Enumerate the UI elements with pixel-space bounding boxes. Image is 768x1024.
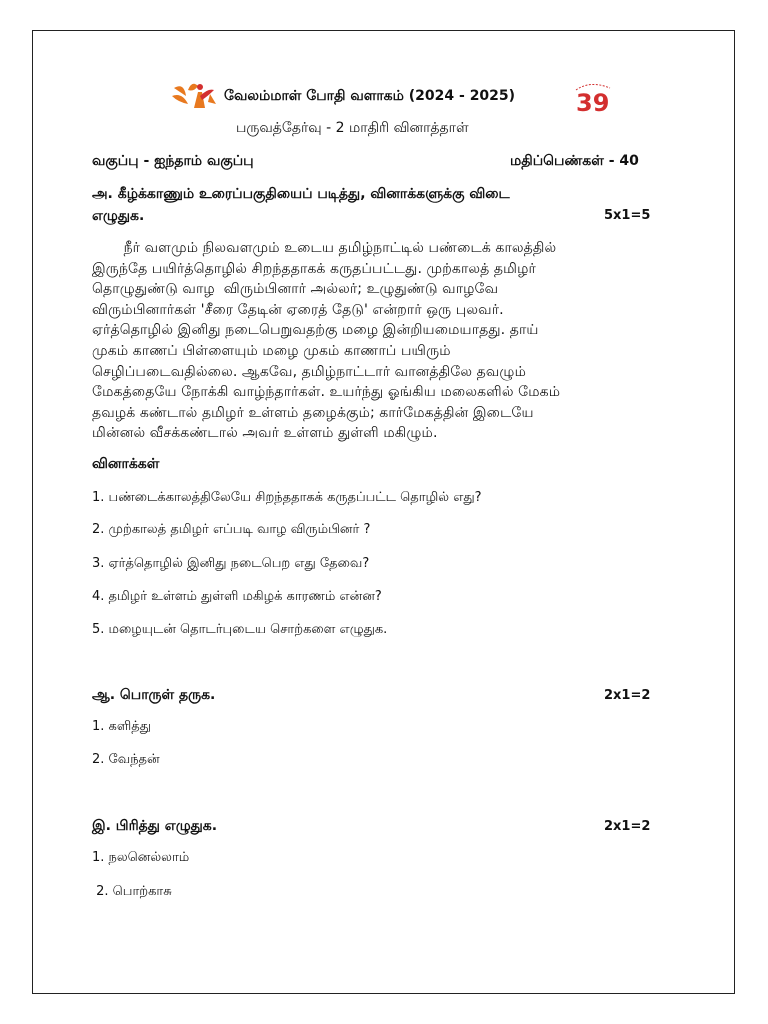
passage-line: செழிப்படைவதில்லை. ஆகவே, தமிழ்நாட்டார் வானத்திலே தவழும் xyxy=(92,363,527,380)
question-item: 1. பண்டைக்காலத்திலேயே சிறந்ததாகக் கருதப்பட்ட தொழில் எது? xyxy=(92,490,482,505)
list-item: 1. களித்து xyxy=(92,719,151,734)
passage-line: இருந்தே பயிர்த்தொழில் சிறந்ததாகக் கருதப்பட்டது. முற்காலத் தமிழர் xyxy=(92,260,536,277)
question-item: 3. ஏர்த்தொழில் இனிது நடைபெற எது தேவை? xyxy=(92,556,370,571)
passage-line: தவழக் கண்டால் தமிழர் உள்ளம் தழைக்கும்; கார்மேகத்தின் இடையே xyxy=(92,404,534,421)
list-item: 1. நலனெல்லாம் xyxy=(92,850,190,865)
passage-line: மின்னல் வீசக்கண்டால் அவர் உள்ளம் துள்ளி மகிழும். xyxy=(92,425,438,442)
section-aa-heading: ஆ. பொருள் தருக. xyxy=(92,687,216,703)
question-item: 4. தமிழர் உள்ளம் துள்ளி மகிழக் காரணம் என்ன? xyxy=(92,589,382,604)
total-marks-label: மதிப்பெண்கள் - 40 xyxy=(510,153,639,169)
section-i-marks: 2x1=2 xyxy=(604,819,651,834)
class-label: வகுப்பு - ஐந்தாம் வகுப்பு xyxy=(92,153,254,169)
passage-line: நீர் வளமும் நிலவளமும் உடைய தமிழ்நாட்டில் பண்டைக் காலத்தில் xyxy=(92,240,557,256)
section-i-heading: இ. பிரித்து எழுதுக. xyxy=(92,818,218,834)
list-item: 2. வேந்தன் xyxy=(92,752,160,767)
passage-line: தொழுதுண்டு வாழ விரும்பினார் அல்லர்; உழுதுண்டு வாழவே xyxy=(92,281,499,298)
school-logo-icon xyxy=(170,78,218,112)
passage-line: மேகத்தையே நோக்கி வாழ்ந்தார்கள். உயர்ந்து ஓங்கிய மலைகளில் மேகம் xyxy=(92,384,561,401)
passage xyxy=(92,238,692,444)
badge-number: 39 xyxy=(576,89,610,116)
exam-title: பருவத்தேர்வு - 2 மாதிரி வினாத்தாள் xyxy=(236,120,469,136)
list-item: 2. பொற்காசு xyxy=(92,884,172,899)
questions-heading: வினாக்கள் xyxy=(92,456,160,472)
section-a-heading: அ. கீழ்க்காணும் உரைப்பகுதியைப் படித்து, வினாக்களுக்கு விடை xyxy=(92,186,510,202)
section-a-heading-cont: எழுதுக. xyxy=(92,208,145,224)
question-item: 5. மழையுடன் தொடர்புடைய சொற்களை எழுதுக. xyxy=(92,622,388,637)
school-title: வேலம்மாள் போதி வளாகம் (2024 - 2025) xyxy=(224,88,516,104)
passage-line: ஏர்த்தொழில் இனிது நடைபெறுவதற்கு மழை இன்றியமையாதது. தாய் xyxy=(92,322,539,339)
passage-line: முகம் காணப் பிள்ளையும் மழை முகம் காணாப் பயிரும் xyxy=(92,342,451,359)
section-aa-marks: 2x1=2 xyxy=(604,688,651,703)
anniversary-badge-icon xyxy=(570,80,616,116)
section-a-marks: 5x1=5 xyxy=(604,208,651,223)
passage-line: விரும்பினார்கள் 'சீரை தேடின் ஏரைத் தேடு' என்றார் ஒரு புலவர். xyxy=(92,301,504,318)
question-item: 2. முற்காலத் தமிழர் எப்படி வாழ விரும்பினர் ? xyxy=(92,522,371,537)
